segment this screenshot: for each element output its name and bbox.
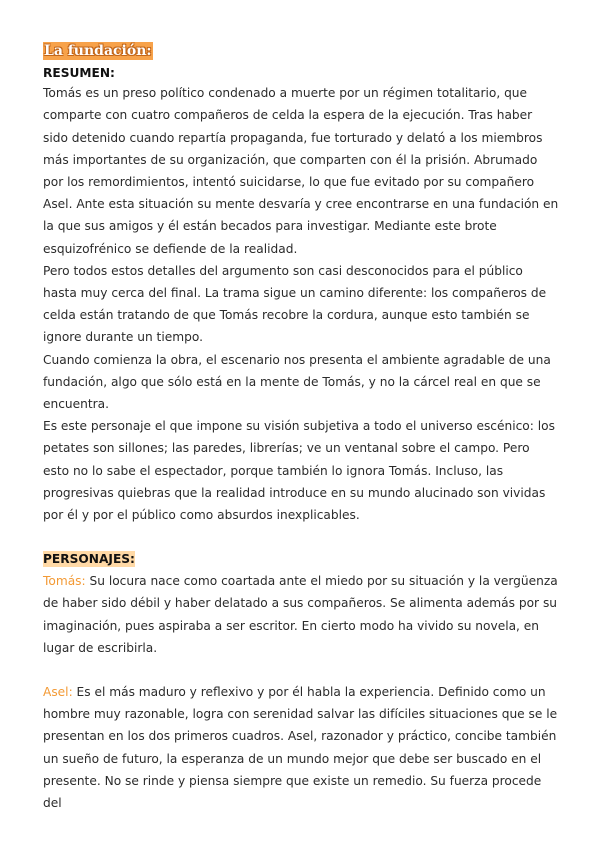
summary-paragraph: Tomás es un preso político condenado a muerte por un régimen totalitario, que comparte con cuatro compañeros de celda la espera de la ejecución. Tras haber sido detenido cuando repartía propaganda, fue torturado y delató a los miembros más importantes de su organización, que comparten con él la prisión. Abrumado por los remordimientos, intentó suicidarse, lo que fue evitado por su compañero Asel. Ante esta situación su mente desvaría y cree encontrarse en una fundación en la que sus amigos y él están becados para investigar. Mediante este brote esquizofrénico se defiende de la realidad.: [43, 86, 559, 256]
characters-heading: PERSONAJES:: [43, 552, 135, 567]
summary-heading: RESUMEN:: [43, 66, 115, 81]
character-description: Es el más maduro y reflexivo y por él habla la experiencia. Definido como un hombre muy razonable, logra con serenidad salvar las difíciles situaciones que se le presentan en los dos primeros cuadros. Asel, razonador y práctico, concibe también un sueño de futuro, la esperanza de un mundo mejor que debe ser buscado en el presente. No se rinde y piensa siempre que existe un remedio. Su fuerza procede del: [43, 685, 558, 811]
summary-heading-line: [43, 62, 559, 82]
summary-paragraph: Cuando comienza la obra, el escenario nos presenta el ambiente agradable de una fundación, algo que sólo está en la mente de Tomás, y no la cárcel real en que se encuentra.: [43, 352, 551, 412]
section-spacer: [43, 526, 559, 548]
character-entry-asel: [43, 681, 559, 814]
summary-paragraph: Pero todos estos detalles del argumento son casi desconocidos para el público hasta muy cerca del final. La trama sigue un camino diferente: los compañeros de celda están tratando de que Tomás recobre la cordura, aunque esto también se ignore durante un tiempo.: [43, 263, 547, 345]
character-description: Su locura nace como coartada ante el miedo por su situación y la vergüenza de haber sido débil y haber delatado a sus compañeros. Se alimenta además por su imaginación, pues aspiraba a ser escritor. En cierto modo ha vivido su novela, en lugar de escribirla.: [43, 574, 558, 655]
document-title: La fundación:: [44, 43, 152, 59]
character-name: Tomás:: [43, 574, 86, 589]
character-entry-tomas: [43, 570, 559, 659]
title-line: [43, 40, 559, 62]
characters-heading-line: [43, 548, 559, 570]
section-spacer: [43, 659, 559, 681]
summary-paragraph: Es este personaje el que impone su visión subjetiva a todo el universo escénico: los petates son sillones; las paredes, librerías; ve un ventanal sobre el campo. Pero esto no lo sabe el espectador, porque también lo ignora Tomás. Incluso, las progresivas quiebras que la realidad introduce en su mundo alucinado son vividas por él y por el público como absurdos inexplicables.: [43, 419, 555, 523]
document-body: [43, 40, 559, 814]
character-name: Asel:: [43, 685, 73, 700]
